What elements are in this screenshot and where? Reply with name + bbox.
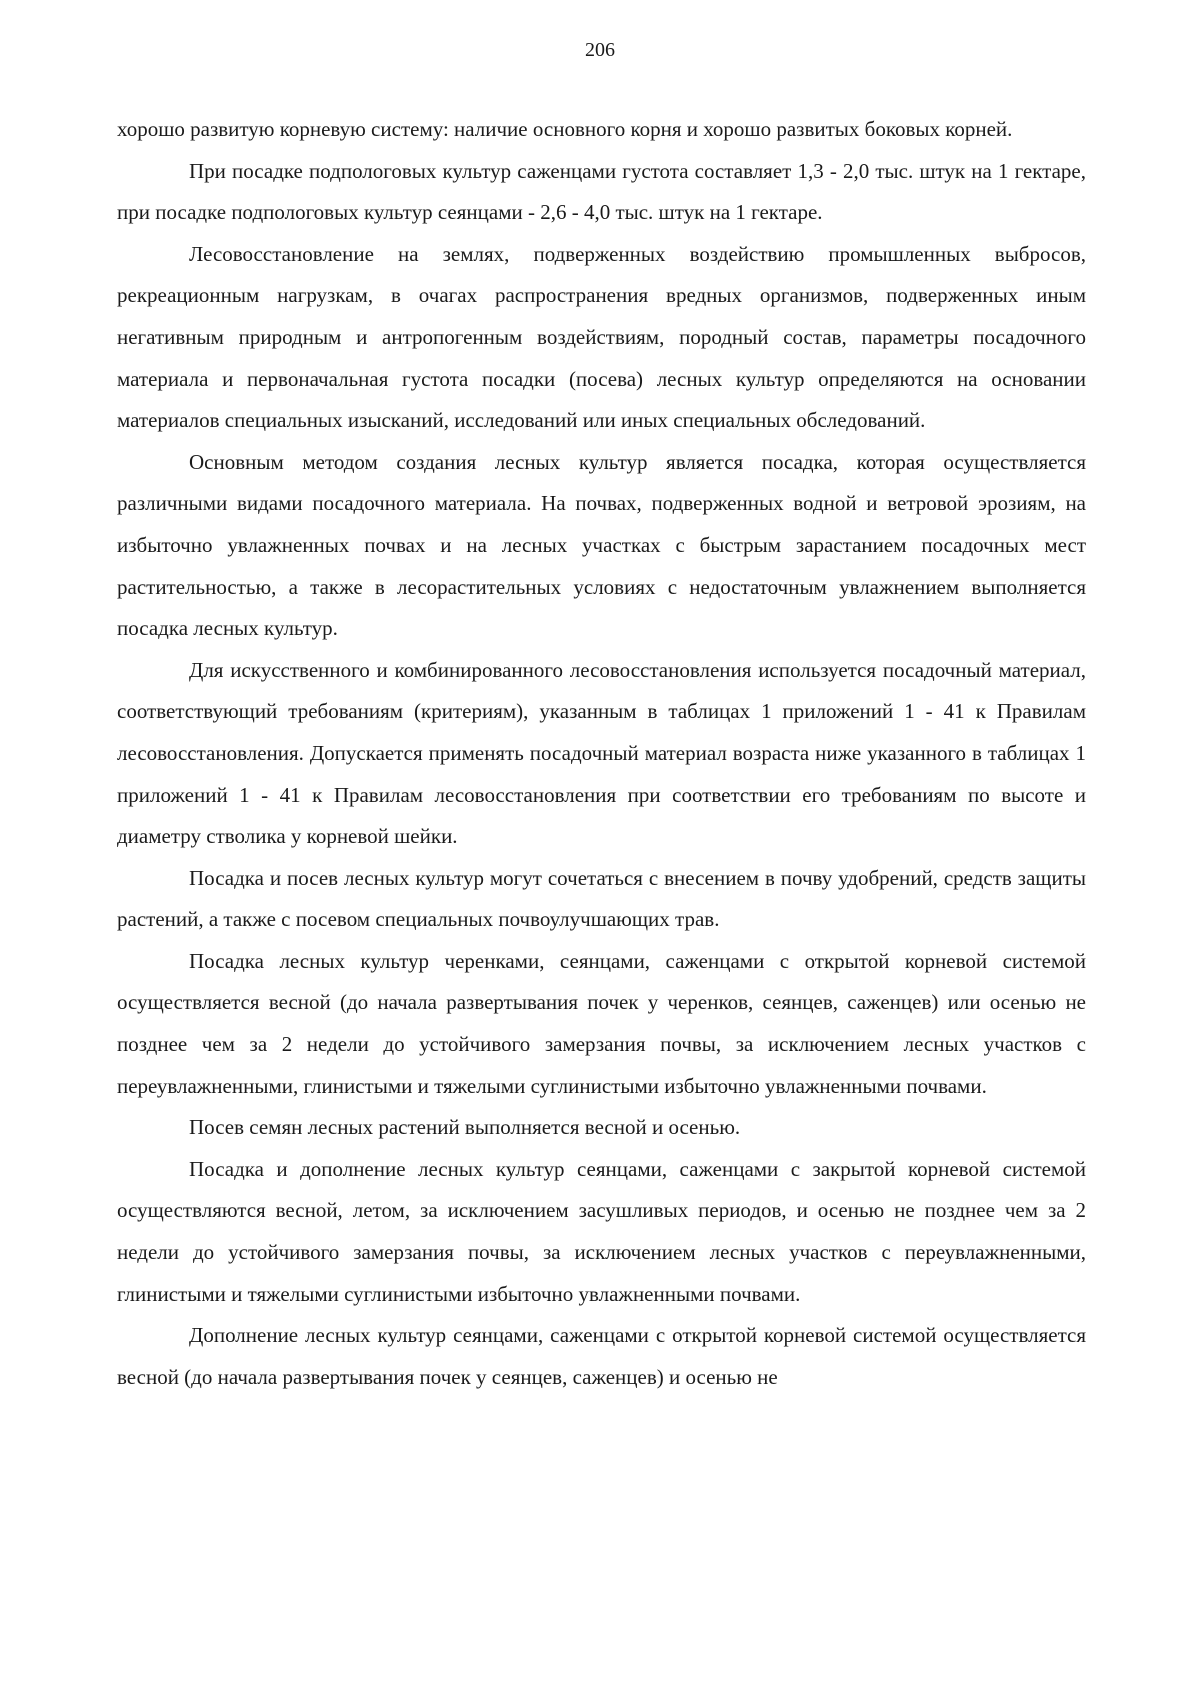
- paragraph: При посадке подпологовых культур саженцами густота составляет 1,3 - 2,0 тыс. штук на 1 гектаре, при посадке подпологовых культур сеянцами - 2,6 - 4,0 тыс. штук на 1 гектаре.: [117, 158, 1086, 225]
- paragraph: Для искусственного и комбинированного лесовосстановления используется посадочный материал, соответствующий требованиям (критериям), указанным в таблицах 1 приложений 1 - 41 к Правилам лесовосстановления. Допускается применять посадочный материал возраста ниже указанного в таблицах 1 приложений 1 - 41 к Правилам лесовосстановления при соответствии его требованиям по высоте и диаметру стволика у корневой шейки.: [117, 657, 1086, 849]
- paragraph: Посадка лесных культур черенками, сеянцами, саженцами с открытой корневой системой осуществляется весной (до начала развертывания почек у черенков, сеянцев, саженцев) или осенью не позднее чем за 2 недели до устойчивого замерзания почвы, за исключением лесных участков с переувлажненными, глинистыми и тяжелыми суглинистыми избыточно увлажненными почвами.: [117, 948, 1086, 1098]
- document-body: [117, 109, 1086, 1398]
- paragraph: Дополнение лесных культур сеянцами, саженцами с открытой корневой системой осуществляется весной (до начала развертывания почек у сеянцев, саженцев) и осенью не: [117, 1323, 1086, 1389]
- paragraph: Лесовосстановление на землях, подверженных воздействию промышленных выбросов, рекреационным нагрузкам, в очагах распространения вредных организмов, подверженных иным негативным природным и антропогенным воздействиям, породный состав, параметры посадочного материала и первоначальная густота посадки (посева) лесных культур определяются на основании материалов специальных изысканий, исследований или иных специальных обследований.: [117, 241, 1086, 433]
- paragraph: Посадка и посев лесных культур могут сочетаться с внесением в почву удобрений, средств защиты растений, а также с посевом специальных почвоулучшающих трав.: [117, 865, 1086, 932]
- paragraph: Основным методом создания лесных культур является посадка, которая осуществляется различными видами посадочного материала. На почвах, подверженных водной и ветровой эрозиям, на избыточно увлажненных почвах и на лесных участках с быстрым зарастанием посадочных мест растительностью, а также в лесорастительных условиях с недостаточным увлажнением выполняется посадка лесных культур.: [117, 449, 1086, 641]
- paragraph: Посадка и дополнение лесных культур сеянцами, саженцами с закрытой корневой системой осуществляются весной, летом, за исключением засушливых периодов, и осенью не позднее чем за 2 недели до устойчивого замерзания почвы, за исключением лесных участков с переувлажненными, глинистыми и тяжелыми суглинистыми избыточно увлажненными почвами.: [117, 1156, 1086, 1306]
- page-number: 206: [585, 39, 615, 61]
- paragraph-continuation: хорошо развитую корневую систему: наличие основного корня и хорошо развитых боковых корней.: [117, 117, 1013, 141]
- paragraph: Посев семян лесных растений выполняется весной и осенью.: [189, 1115, 741, 1140]
